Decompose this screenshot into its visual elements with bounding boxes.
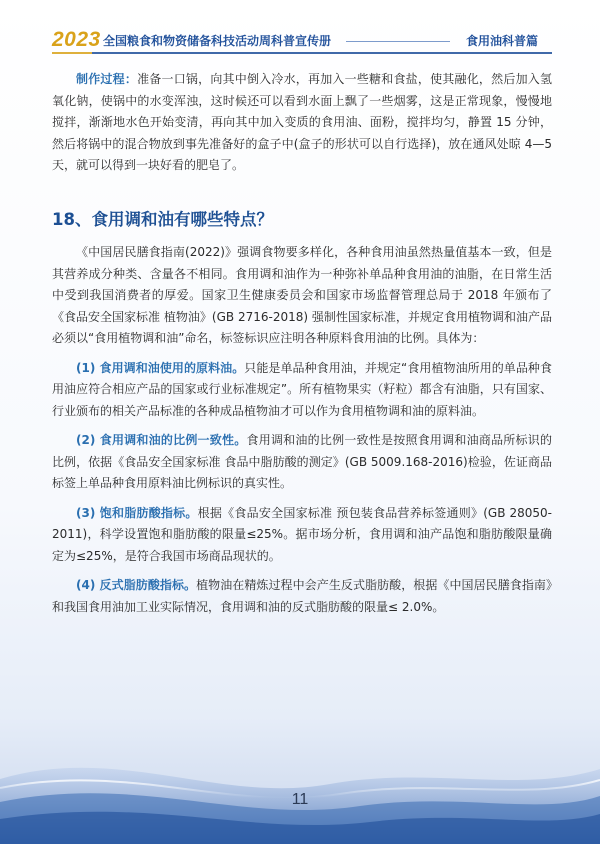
header-underline bbox=[52, 52, 552, 54]
header-year: 2023 bbox=[52, 28, 101, 51]
point-label: (4) 反式脂肪酸指标。 bbox=[76, 578, 197, 592]
page-content bbox=[52, 69, 552, 618]
section-heading: 18、食用调和油有哪些特点？ bbox=[52, 209, 273, 229]
point-text: 只能是单品种食用油，并规定“食用植物油所用的单品种食用油应符合相应产品的国家或行业标准规定”。所有植物果实（籽粒）都含有油脂，只有国家、行业颁布的相关产品标准的各种成品植物油才可以作为食用植物调和油的原料油。 bbox=[52, 360, 552, 418]
header-title: 全国粮食和物资储备科技活动周科普宣传册 bbox=[103, 34, 332, 48]
process-text: 准备一口锅，向其中倒入冷水，再加入一些糖和食盐，使其融化，然后加入氢氧化钠，使锅中的水变浑浊，这时候还可以看到水面上飘了一些烟雾，这是正常现象，慢慢地搅拌，渐渐地水色开始变清，再向其中加入变质的食用油、面粉，搅拌均匀，静置 15 分钟，然后将锅中的混合物放到事先准备好的盒子中(盒子的形状可以自行选择)，放在通风处晾 4—5 天，就可以得到一块好看的肥皂了。 bbox=[52, 72, 552, 172]
intro-paragraph: 《中国居民膳食指南(2022)》强调食物要多样化，各种食用油虽然热量值基本一致，但是其营养成分种类、含量各不相同。食用调和油作为一种弥补单品种食用油的油脂，在日常生活中受到我国消费者的厚爱。国家卫生健康委员会和国家市场监督管理总局于 2018 年颁布了《食品安全国家标准 植物油》(GB 2716-2018) 强制性国家标准，并规定食用植物调和油产品必须以“食用植物调和油”命名，标签标识应注明各种原料食用油的比例。具体为： bbox=[52, 245, 552, 345]
page-number: 11 bbox=[291, 791, 309, 808]
header-divider bbox=[346, 41, 450, 42]
point-label: (1) 食用调和油使用的原料油。 bbox=[76, 360, 245, 375]
point-text: 食用调和油的比例一致性是按照食用调和油商品所标识的比例，依据《食品安全国家标准 食品中脂肪酸的测定》(GB 5009.168-2016)检验，佐证商品标签上单品种食用原料油比例标识的真实性。 bbox=[52, 433, 552, 490]
decorative-wave bbox=[0, 684, 600, 844]
header-section-name: 食用油科普篇 bbox=[466, 34, 539, 48]
point-text: 植物油在精炼过程中会产生反式脂肪酸，根据《中国居民膳食指南》和我国食用油加工业实际情况，食用调和油的反式脂肪酸的限量≤ 2.0%。 bbox=[52, 578, 552, 614]
point-paragraph bbox=[52, 358, 552, 423]
point-paragraph bbox=[52, 430, 552, 495]
point-text: 根据《食品安全国家标准 预包装食品营养标签通则》(GB 28050-2011)，科学设置饱和脂肪酸的限量≤25%。据市场分析，食用调和油产品饱和脂肪酸限量确定为≤25%，是符合我国市场商品现状的。 bbox=[52, 505, 552, 563]
process-paragraph bbox=[52, 69, 552, 177]
point-paragraph bbox=[52, 503, 552, 568]
point-paragraph bbox=[52, 575, 552, 618]
point-label: (3) 饱和脂肪酸指标。 bbox=[76, 505, 198, 520]
process-label: 制作过程： bbox=[76, 72, 138, 86]
page-header bbox=[0, 0, 600, 56]
point-label: (2) 食用调和油的比例一致性。 bbox=[76, 433, 247, 447]
